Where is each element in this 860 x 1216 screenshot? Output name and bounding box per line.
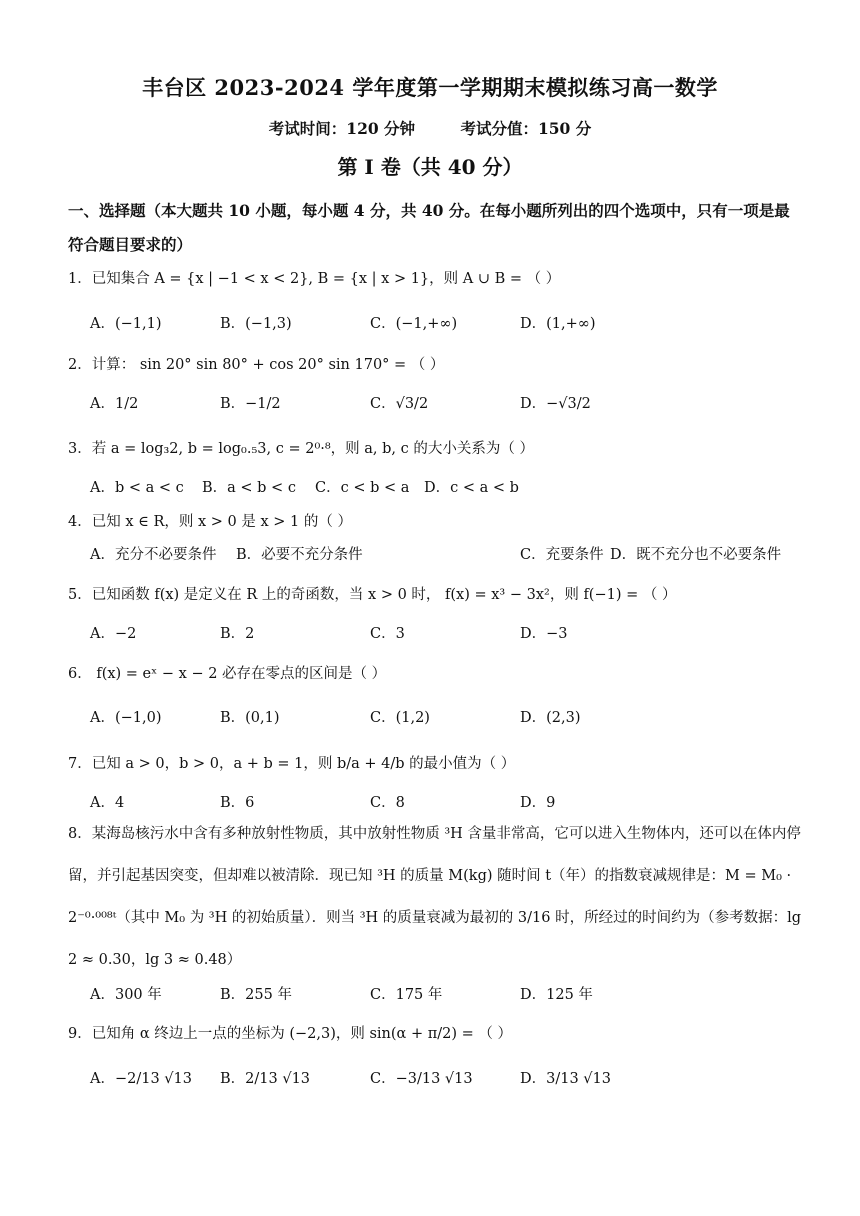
- option-a: A．b < a < c: [90, 480, 184, 496]
- option-a: A．−2: [90, 626, 137, 642]
- question-9-stem: 9．已知角 α 终边上一点的坐标为 (−2,3)，则 sin(α + π/2) = （ ）: [68, 1026, 512, 1042]
- question-7-stem: 7．已知 a > 0，b > 0，a + b = 1，则 b/a + 4/b 的最小值为（ ）: [68, 756, 516, 772]
- option-c: C．(−1,+∞): [370, 316, 458, 332]
- option-a: A．1/2: [90, 396, 139, 412]
- option-b: B．a < b < c: [202, 480, 296, 496]
- option-c: C．175 年: [370, 987, 443, 1003]
- option-d: D．(1,+∞): [520, 316, 596, 332]
- part-heading: 第 I 卷（共 40 分）: [337, 155, 523, 179]
- question-3-stem: 3．若 a = log₃2, b = log₀.₅3, c = 2⁰·⁸，则 a, b, c 的大小关系为（ ）: [68, 441, 534, 457]
- option-a: A．4: [90, 795, 125, 811]
- option-c: C．√3/2: [370, 396, 429, 412]
- option-b: B．(−1,3): [220, 316, 292, 332]
- question-2-stem: 2．计算： sin 20° sin 80° + cos 20° sin 170° = （ ）: [68, 357, 445, 373]
- question-1-options: [90, 311, 805, 337]
- exam-info: [0, 117, 860, 139]
- question-3-options: [90, 475, 805, 501]
- question-2-options: [90, 391, 805, 417]
- option-d: D．−3: [520, 626, 568, 642]
- question-8-options: [90, 982, 805, 1008]
- option-c: C．c < b < a: [315, 480, 410, 496]
- option-b: B．2: [220, 626, 255, 642]
- question-4-stem: 4．已知 x ∈ R，则 x > 0 是 x > 1 的（ ）: [68, 514, 352, 530]
- question-1-stem: 1．已知集合 A = {x | −1 < x < 2}, B = {x | x > 1}，则 A ∪ B = （ ）: [68, 271, 561, 287]
- option-b: B．(0,1): [220, 710, 280, 726]
- option-c: C．8: [370, 795, 405, 811]
- question-9-options: [90, 1066, 805, 1092]
- option-c: C．3: [370, 626, 405, 642]
- option-b: B．6: [220, 795, 255, 811]
- option-a: A．(−1,0): [90, 710, 162, 726]
- option-a: A．−2/13 √13: [90, 1071, 192, 1087]
- option-a: A．(−1,1): [90, 316, 162, 332]
- option-d: D．125 年: [520, 987, 593, 1003]
- option-a: A．300 年: [90, 987, 162, 1003]
- question-5-options: [90, 621, 805, 647]
- option-b: B．255 年: [220, 987, 292, 1003]
- option-d: D．(2,3): [520, 710, 581, 726]
- option-c: C．−3/13 √13: [370, 1071, 473, 1087]
- option-b: B．−1/2: [220, 396, 281, 412]
- exam-time: 考试时间：120 分钟: [268, 119, 416, 138]
- section-heading: 一、选择题（本大题共 10 小题，每小题 4 分，共 40 分。在每小题所列出的四个选项中，只有一项是最符合题目要求的）: [68, 201, 790, 254]
- option-d: D．既不充分也不必要条件: [610, 547, 782, 563]
- option-b: B．2/13 √13: [220, 1071, 311, 1087]
- option-a: A．充分不必要条件: [90, 547, 217, 563]
- option-d: D．−√3/2: [520, 396, 591, 412]
- option-c: C．充要条件: [520, 547, 604, 563]
- question-5-stem: 5．已知函数 f(x) 是定义在 R 上的奇函数，当 x > 0 时， f(x) = x³ − 3x²，则 f(−1) = （ ）: [68, 587, 677, 603]
- question-6-options: [90, 705, 805, 731]
- option-c: C．(1,2): [370, 710, 430, 726]
- option-d: D．3/13 √13: [520, 1071, 611, 1087]
- exam-score: 考试分值：150 分: [460, 119, 592, 138]
- option-b: B．必要不充分条件: [236, 547, 363, 563]
- question-4-options: [90, 542, 805, 568]
- question-8-stem: 8．某海岛核污水中含有多种放射性物质，其中放射性物质 ³H 含量非常高，它可以进入生物体内，还可以在体内停留，并引起基因突变，但却难以被清除．现已知 ³H 的质量 M(kg) 随时间 t（年）的指数衰减规律是：M = M₀ · 2⁻⁰·⁰⁰⁸ᵗ（其中 M₀ 为 ³H 的初始质量）．则当 ³H 的质量衰减为最初的 3/16 时，所经过的时间约为（参考数据：lg 2 ≈ 0.30，lg 3 ≈ 0.48）: [68, 826, 801, 968]
- page-title: 丰台区 2023-2024 学年度第一学期期末模拟练习高一数学: [142, 75, 718, 100]
- option-d: D．9: [520, 795, 556, 811]
- question-6-stem: 6． f(x) = eˣ − x − 2 必存在零点的区间是（ ）: [68, 666, 387, 682]
- option-d: D．c < a < b: [424, 480, 519, 496]
